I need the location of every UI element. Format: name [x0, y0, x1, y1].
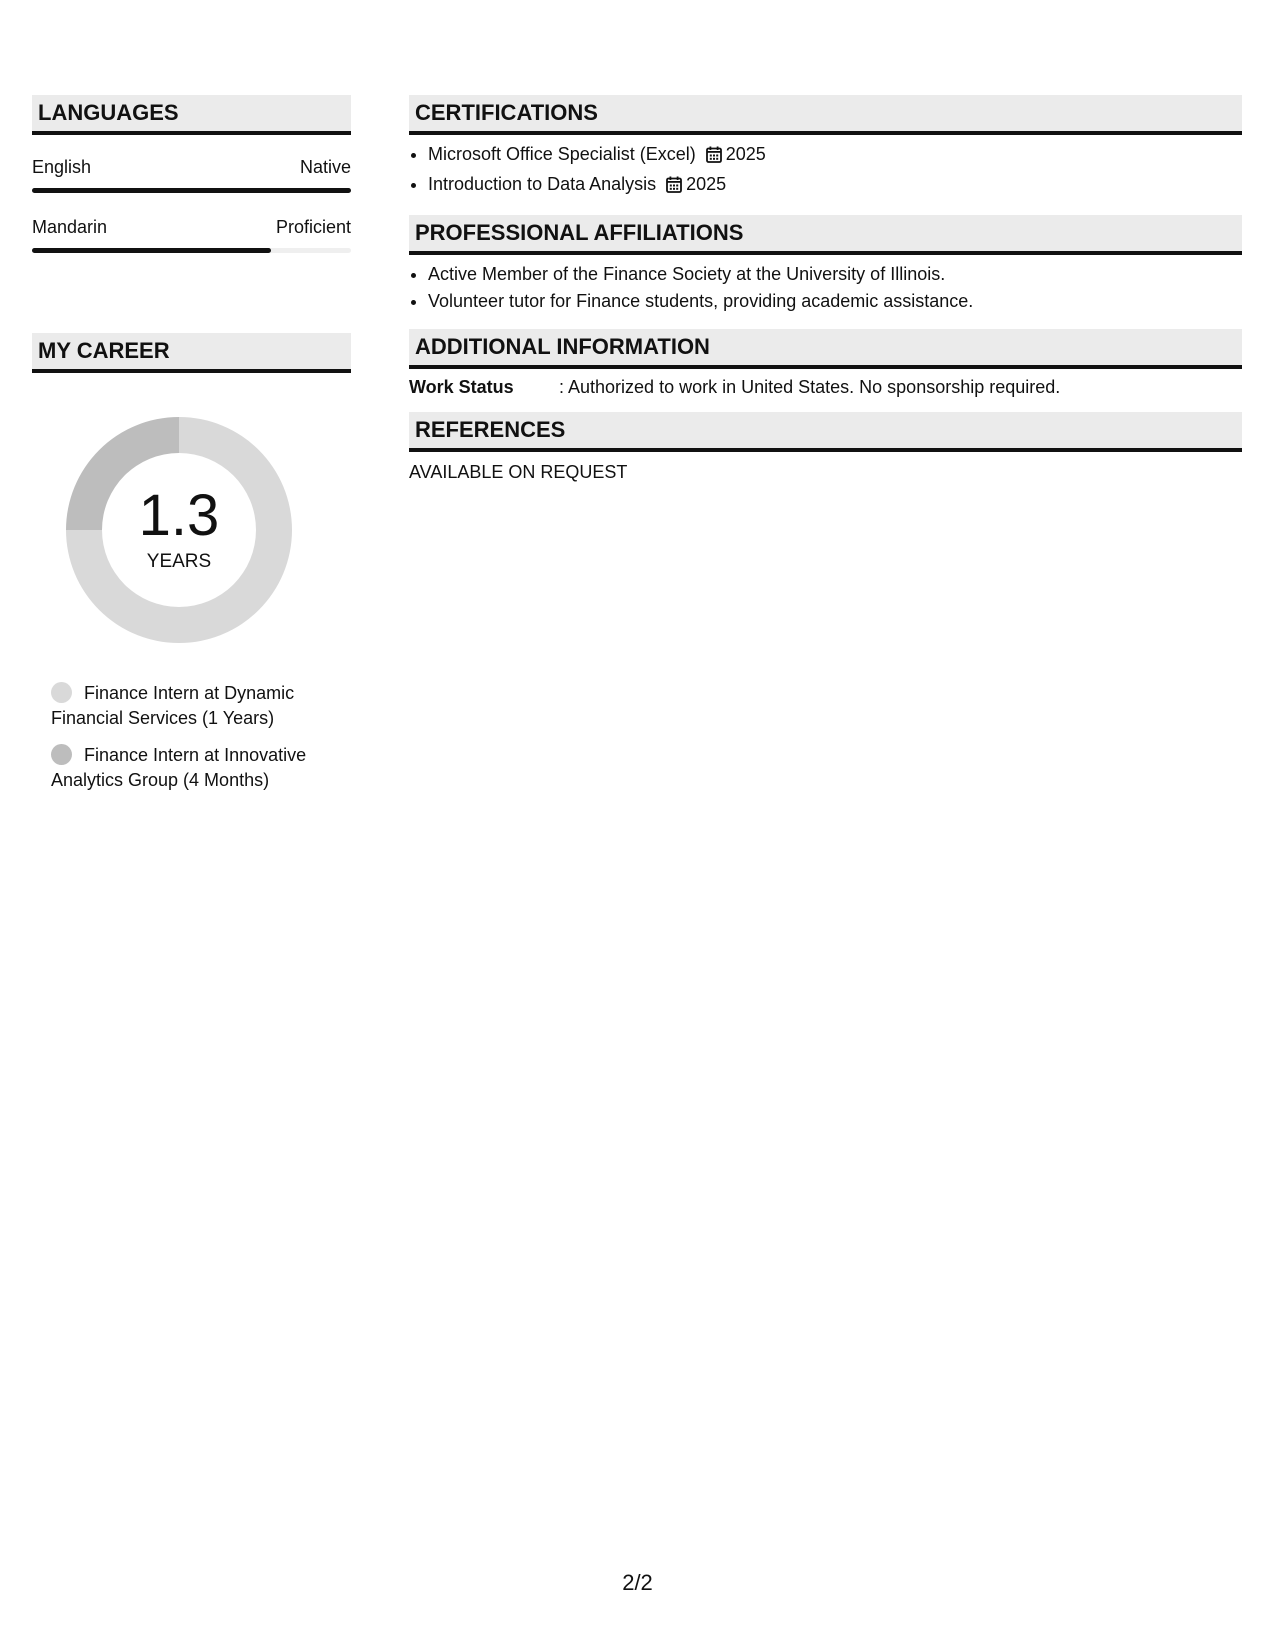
- legend-dot-icon: [51, 682, 72, 703]
- references-header: REFERENCES: [409, 412, 1242, 452]
- career-legend-label: Finance Intern at Dynamic Financial Services (1 Years): [51, 683, 295, 728]
- work-status-value: : Authorized to work in United States. No sponsorship required.: [559, 377, 1061, 397]
- affiliation-item: • Active Member of the Finance Society at the University of Illinois.: [428, 261, 1242, 288]
- work-status-row: [409, 377, 1242, 398]
- left-column: [32, 95, 351, 805]
- certification-year: 2025: [686, 174, 727, 194]
- language-name: English: [32, 157, 92, 177]
- certifications-section: [409, 95, 1242, 201]
- career-donut-chart: [66, 417, 292, 643]
- language-proficiency-fill: [32, 248, 271, 253]
- certification-item: [428, 171, 1242, 201]
- references-text: AVAILABLE ON REQUEST: [409, 462, 628, 482]
- language-level: Native: [299, 157, 351, 177]
- calendar-icon: [666, 174, 682, 201]
- right-column: [409, 95, 1242, 483]
- certification-name: Introduction to Data Analysis: [428, 174, 657, 194]
- additional-info-header: ADDITIONAL INFORMATION: [409, 329, 1242, 369]
- certification-item: [428, 141, 1242, 171]
- languages-header: LANGUAGES: [32, 95, 351, 135]
- language-english: [32, 157, 351, 193]
- affiliations-section: [409, 215, 1242, 315]
- career-legend: [51, 681, 341, 793]
- career-total-value: 1.3: [138, 483, 220, 548]
- certifications-header: CERTIFICATIONS: [409, 95, 1242, 135]
- career-total-unit: YEARS: [146, 551, 212, 572]
- language-mandarin: [32, 217, 351, 253]
- affiliation-item: • Volunteer tutor for Finance students, providing academic assistance.: [428, 288, 1242, 315]
- work-status-label: Work Status: [409, 377, 514, 397]
- page-number: 2/2: [622, 1570, 653, 1595]
- certification-year: 2025: [725, 144, 766, 164]
- language-proficiency-bar: [32, 188, 351, 193]
- additional-info-section: [409, 329, 1242, 398]
- references-section: [409, 412, 1242, 483]
- affiliations-header: PROFESSIONAL AFFILIATIONS: [409, 215, 1242, 255]
- legend-dot-icon: [51, 744, 72, 765]
- career-header: MY CAREER: [32, 333, 351, 373]
- career-legend-item: [51, 681, 341, 731]
- career-legend-item: [51, 743, 341, 793]
- affiliations-list: [409, 261, 1242, 315]
- language-level: Proficient: [275, 217, 351, 237]
- certification-name: Microsoft Office Specialist (Excel): [428, 144, 696, 164]
- certifications-list: [409, 141, 1242, 201]
- career-legend-label: Finance Intern at Innovative Analytics Group (4 Months): [51, 745, 307, 790]
- language-proficiency-bar: [32, 248, 351, 253]
- calendar-icon: [706, 144, 722, 171]
- language-proficiency-fill: [32, 188, 351, 193]
- language-name: Mandarin: [32, 217, 108, 237]
